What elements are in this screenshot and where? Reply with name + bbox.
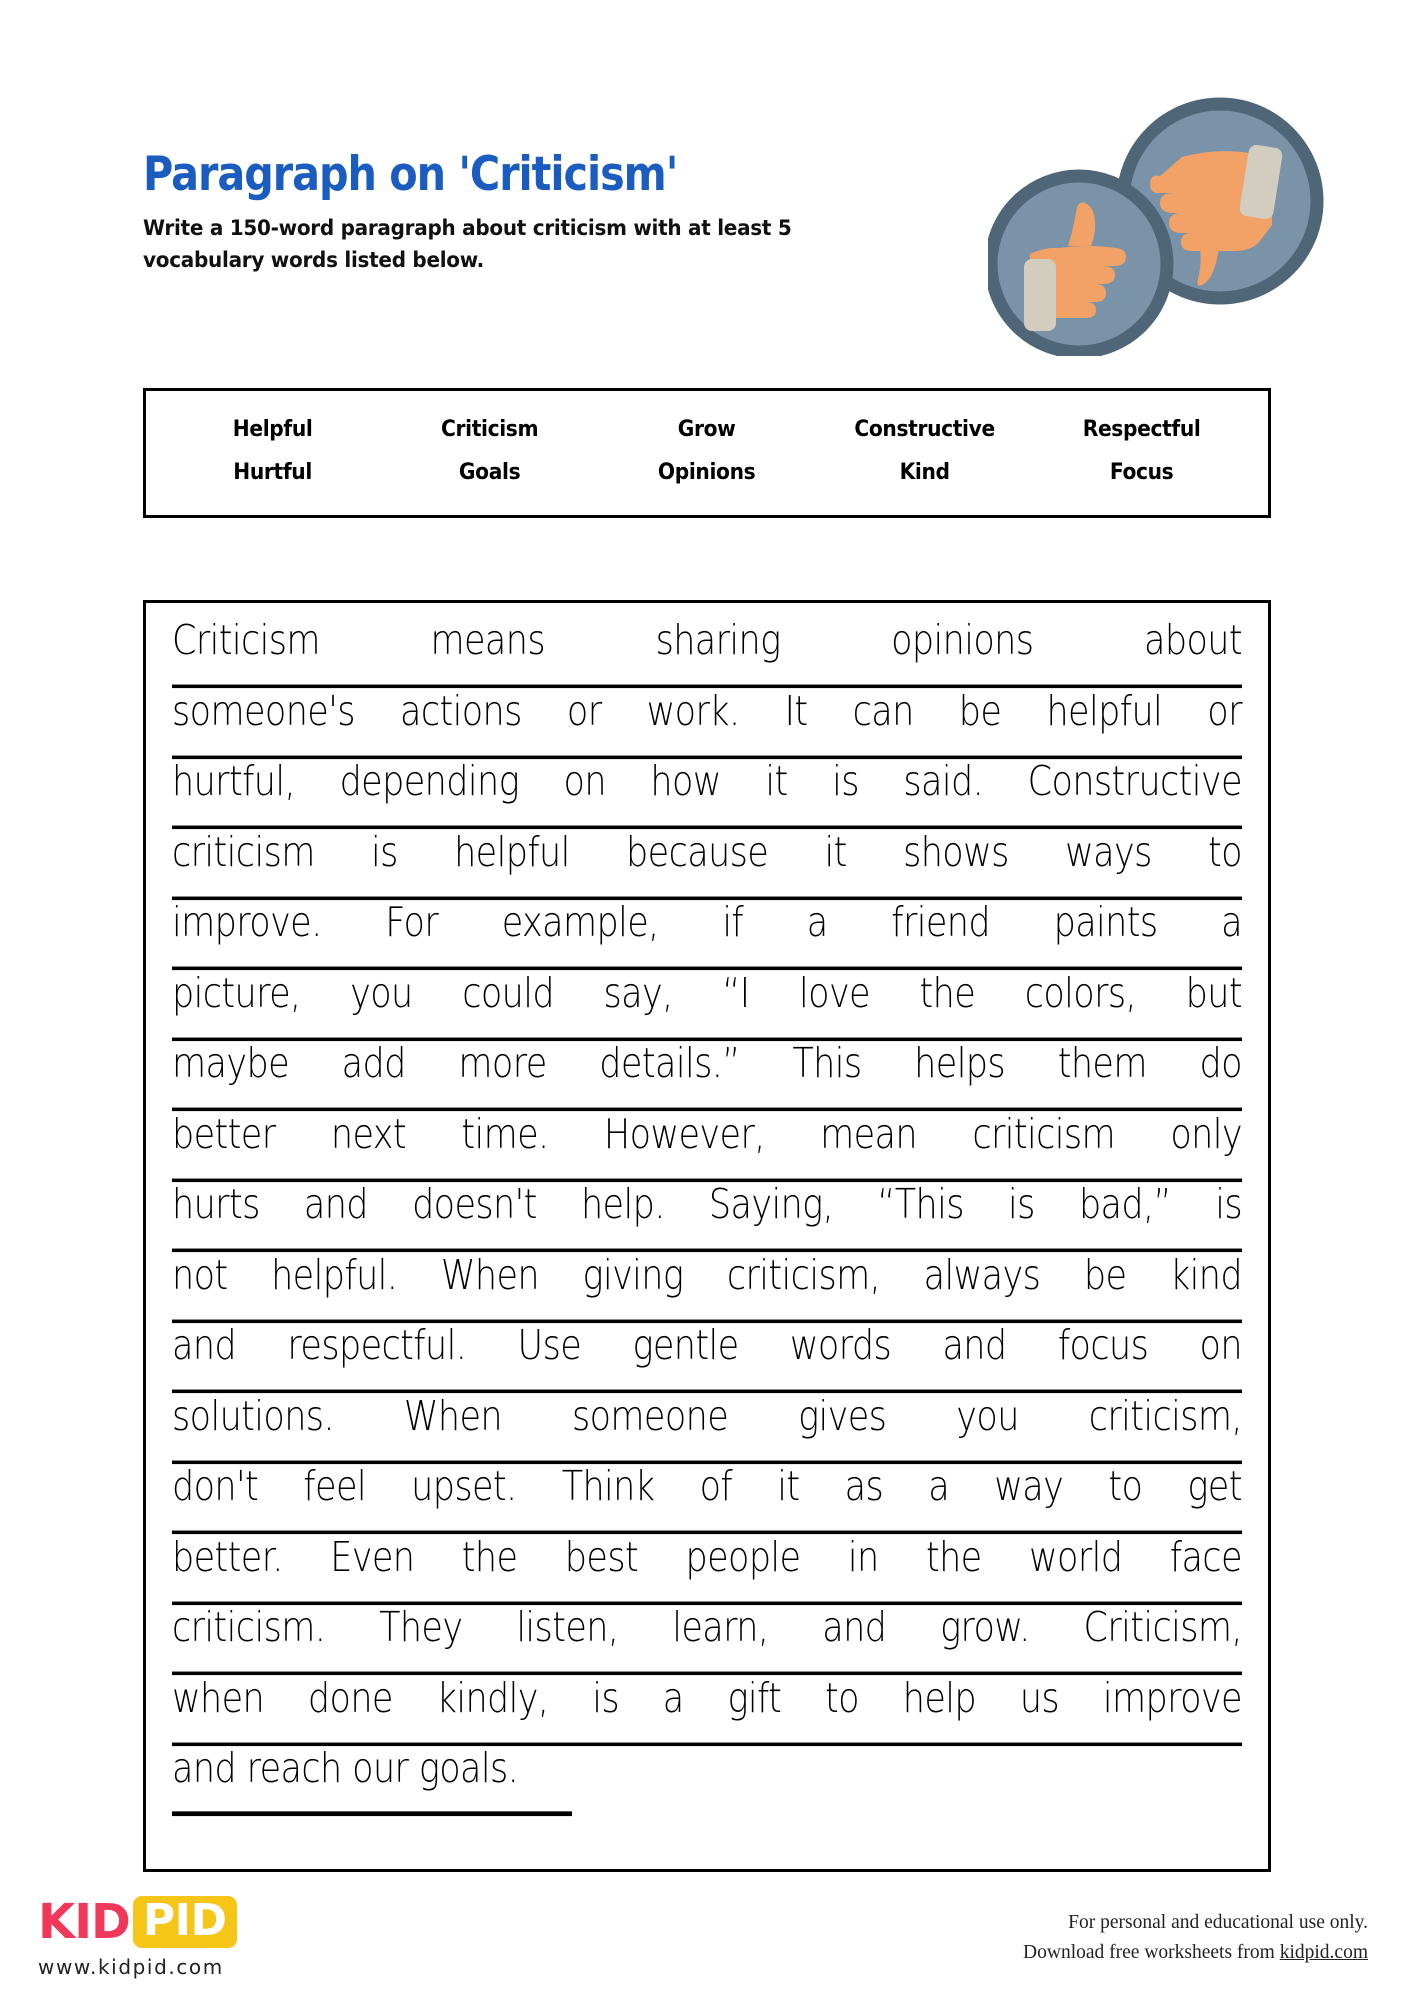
vocabulary-word: Opinions xyxy=(658,460,756,485)
answer-word: love xyxy=(799,969,870,1017)
thumbs-illustration xyxy=(988,96,1348,356)
answer-word: friend xyxy=(891,899,990,947)
answer-word: be xyxy=(958,687,1002,735)
answer-word: them xyxy=(1057,1040,1147,1088)
logo-website-url: www.kidpid.com xyxy=(38,1955,224,1979)
answer-word: way xyxy=(994,1463,1064,1511)
answer-word: can xyxy=(852,687,914,735)
answer-word: you xyxy=(350,969,413,1017)
answer-word: to xyxy=(1208,828,1242,876)
answer-word: is xyxy=(371,828,398,876)
answer-word: the xyxy=(925,1533,982,1581)
answer-word: or xyxy=(566,687,602,735)
answer-word: Even xyxy=(330,1533,415,1581)
answer-word: example, xyxy=(501,899,659,947)
answer-word: “This xyxy=(877,1181,964,1229)
vocabulary-word: Helpful xyxy=(232,417,313,442)
answer-word: to xyxy=(825,1674,859,1722)
answer-word: picture, xyxy=(172,969,301,1017)
worksheet-instructions: Write a 150-word paragraph about criticism with at least 5 vocabulary words listed below. xyxy=(143,216,792,273)
answer-word: best xyxy=(564,1533,639,1581)
footer-note-prefix: Download free worksheets from xyxy=(1023,1942,1280,1964)
vocabulary-word: Focus xyxy=(1109,460,1174,485)
answer-word: world xyxy=(1028,1533,1123,1581)
answer-word: is xyxy=(832,758,859,806)
answer-word: feel xyxy=(303,1463,367,1511)
answer-word: means xyxy=(430,617,545,665)
vocabulary-word: Goals xyxy=(459,460,521,485)
answer-word: For xyxy=(385,899,439,947)
answer-word: “I xyxy=(722,969,750,1017)
answer-word: it xyxy=(824,828,847,876)
answer-word: us xyxy=(1019,1674,1060,1722)
answer-word: helps xyxy=(914,1040,1006,1088)
vocabulary-word: Respectful xyxy=(1082,417,1201,442)
answer-word: say, xyxy=(603,969,673,1017)
answer-word: focus xyxy=(1057,1322,1149,1370)
answer-word: depending xyxy=(339,758,519,806)
answer-word: ways xyxy=(1065,828,1152,876)
answer-word: work. xyxy=(646,687,740,735)
answer-word: only xyxy=(1170,1110,1242,1158)
answer-word: add xyxy=(341,1040,406,1088)
answer-word: gives xyxy=(798,1392,887,1440)
answer-word: is xyxy=(1215,1181,1242,1229)
answer-word: it xyxy=(777,1463,800,1511)
answer-word: could xyxy=(462,969,554,1017)
answer-word: When xyxy=(440,1251,539,1299)
answer-word: learn, xyxy=(672,1604,769,1652)
page-title: Paragraph on 'Criticism' xyxy=(143,147,678,202)
answer-word: as xyxy=(844,1463,884,1511)
answer-word: next xyxy=(330,1110,407,1158)
answer-word: kindly, xyxy=(436,1674,549,1722)
answer-word: criticism. xyxy=(172,1604,326,1652)
answer-word: help. xyxy=(580,1181,665,1229)
answer-word: a xyxy=(662,1674,684,1722)
answer-word: and xyxy=(942,1322,1007,1370)
answer-word: a xyxy=(806,899,828,947)
answer-word: get xyxy=(1187,1463,1242,1511)
answer-word: This xyxy=(792,1040,862,1088)
answer-word: the xyxy=(919,969,976,1017)
paragraph-answer-box[interactable] xyxy=(143,600,1271,1872)
answer-word: giving xyxy=(582,1251,684,1299)
answer-word: sharing xyxy=(655,617,781,665)
answer-word: doesn't xyxy=(412,1181,537,1229)
answer-word: Criticism xyxy=(172,617,320,665)
answer-word: gentle xyxy=(632,1322,739,1370)
answer-word: is xyxy=(1008,1181,1035,1229)
worksheet-header xyxy=(143,147,973,276)
answer-word: maybe xyxy=(172,1040,290,1088)
answer-word: you xyxy=(956,1392,1019,1440)
answer-word: how xyxy=(650,758,721,806)
answer-word: colors, xyxy=(1024,969,1137,1017)
vocabulary-box xyxy=(143,388,1271,518)
answer-word: grow. xyxy=(940,1604,1030,1652)
answer-word: listen, xyxy=(516,1604,619,1652)
answer-word: respectful. xyxy=(287,1322,467,1370)
vocabulary-word: Hurtful xyxy=(233,460,312,485)
answer-word: a xyxy=(1221,899,1242,947)
answer-word: face xyxy=(1169,1533,1242,1581)
answer-word: a xyxy=(928,1463,950,1511)
answer-word: time. xyxy=(461,1110,549,1158)
answer-word: to xyxy=(1108,1463,1143,1511)
answer-word: hurtful, xyxy=(172,758,296,806)
answer-word: said. xyxy=(903,758,984,806)
kidpid-logo xyxy=(38,1896,368,1979)
logo-pid-badge xyxy=(133,1896,237,1948)
answer-word: people xyxy=(685,1533,801,1581)
answer-line xyxy=(172,1732,1242,1815)
answer-word: Constructive xyxy=(1027,758,1242,806)
answer-word: on xyxy=(563,758,606,806)
answer-word: criticism, xyxy=(1088,1392,1242,1440)
answer-word: the xyxy=(461,1533,518,1581)
answer-word: bad,” xyxy=(1078,1181,1172,1229)
answer-word: When xyxy=(403,1392,503,1440)
answer-word: opinions xyxy=(891,617,1034,665)
answer-word: improve. xyxy=(172,899,322,947)
answer-word: mean xyxy=(820,1110,917,1158)
answer-word: actions xyxy=(400,687,522,735)
answer-word: helpful xyxy=(454,828,570,876)
answer-word: helpful xyxy=(1046,687,1163,735)
answer-word: because xyxy=(626,828,769,876)
answer-word: not xyxy=(172,1251,228,1299)
answer-word: words xyxy=(789,1322,892,1370)
answer-word: hurts xyxy=(172,1181,260,1229)
answer-word: gift xyxy=(727,1674,782,1722)
kidpid-link[interactable]: kidpid.com xyxy=(1279,1942,1368,1964)
answer-word: kind xyxy=(1169,1251,1242,1299)
answer-word: criticism, xyxy=(726,1251,881,1299)
footer-usage-note xyxy=(1023,1908,1368,1968)
answer-word: Think xyxy=(561,1463,655,1511)
answer-word: of xyxy=(699,1463,733,1511)
answer-word: someone's xyxy=(172,687,355,735)
answer-word: It xyxy=(784,687,808,735)
answer-word: in xyxy=(847,1533,879,1581)
vocabulary-word: Constructive xyxy=(854,417,995,442)
answer-word: Saying, xyxy=(708,1181,834,1229)
answer-word: paints xyxy=(1053,899,1158,947)
answer-word: if xyxy=(722,899,744,947)
answer-word: be xyxy=(1083,1251,1127,1299)
answer-word: and xyxy=(822,1604,887,1652)
answer-word: solutions. xyxy=(172,1392,334,1440)
answer-word: but xyxy=(1185,969,1242,1017)
answer-word: and reach our goals. xyxy=(172,1745,519,1793)
answer-word: on xyxy=(1199,1322,1242,1370)
answer-word: criticism xyxy=(972,1110,1116,1158)
vocabulary-row-1 xyxy=(164,417,1250,442)
answer-word: it xyxy=(765,758,788,806)
vocabulary-word: Criticism xyxy=(441,417,539,442)
logo-wordmark xyxy=(38,1896,368,1948)
answer-word: improve xyxy=(1102,1674,1242,1722)
answer-word: help xyxy=(902,1674,977,1722)
footer-note-line-2 xyxy=(1023,1938,1368,1968)
answer-word: always xyxy=(923,1251,1041,1299)
answer-word: details.” xyxy=(599,1040,740,1088)
vocabulary-word: Kind xyxy=(899,460,950,485)
answer-word: and xyxy=(172,1322,237,1370)
answer-word: do xyxy=(1199,1040,1242,1088)
answer-word: is xyxy=(592,1674,619,1722)
vocabulary-word: Grow xyxy=(678,417,736,442)
answer-word: more xyxy=(458,1040,547,1088)
answer-word: They xyxy=(379,1604,463,1652)
footer-note-line-1: For personal and educational use only. xyxy=(1068,1912,1368,1933)
answer-word: upset. xyxy=(411,1463,517,1511)
answer-word: don't xyxy=(172,1463,259,1511)
answer-word: and xyxy=(303,1181,368,1229)
answer-word: helpful. xyxy=(271,1251,398,1299)
answer-word: or xyxy=(1207,687,1242,735)
logo-kid-text: KID xyxy=(38,1894,130,1950)
answer-word: Criticism, xyxy=(1083,1604,1242,1652)
answer-word: better. xyxy=(172,1533,283,1581)
answer-word: when xyxy=(172,1674,265,1722)
thumbs-up-icon xyxy=(991,176,1167,352)
vocabulary-row-2 xyxy=(164,460,1250,485)
answer-word: done xyxy=(307,1674,393,1722)
answer-word: shows xyxy=(903,828,1009,876)
answer-word: However, xyxy=(603,1110,765,1158)
answer-word: someone xyxy=(571,1392,729,1440)
answer-word: better xyxy=(172,1110,276,1158)
answer-word: criticism xyxy=(172,828,315,876)
answer-word: about xyxy=(1143,617,1242,665)
logo-pid-text: PID xyxy=(142,1895,227,1946)
answer-word: Use xyxy=(517,1322,582,1370)
